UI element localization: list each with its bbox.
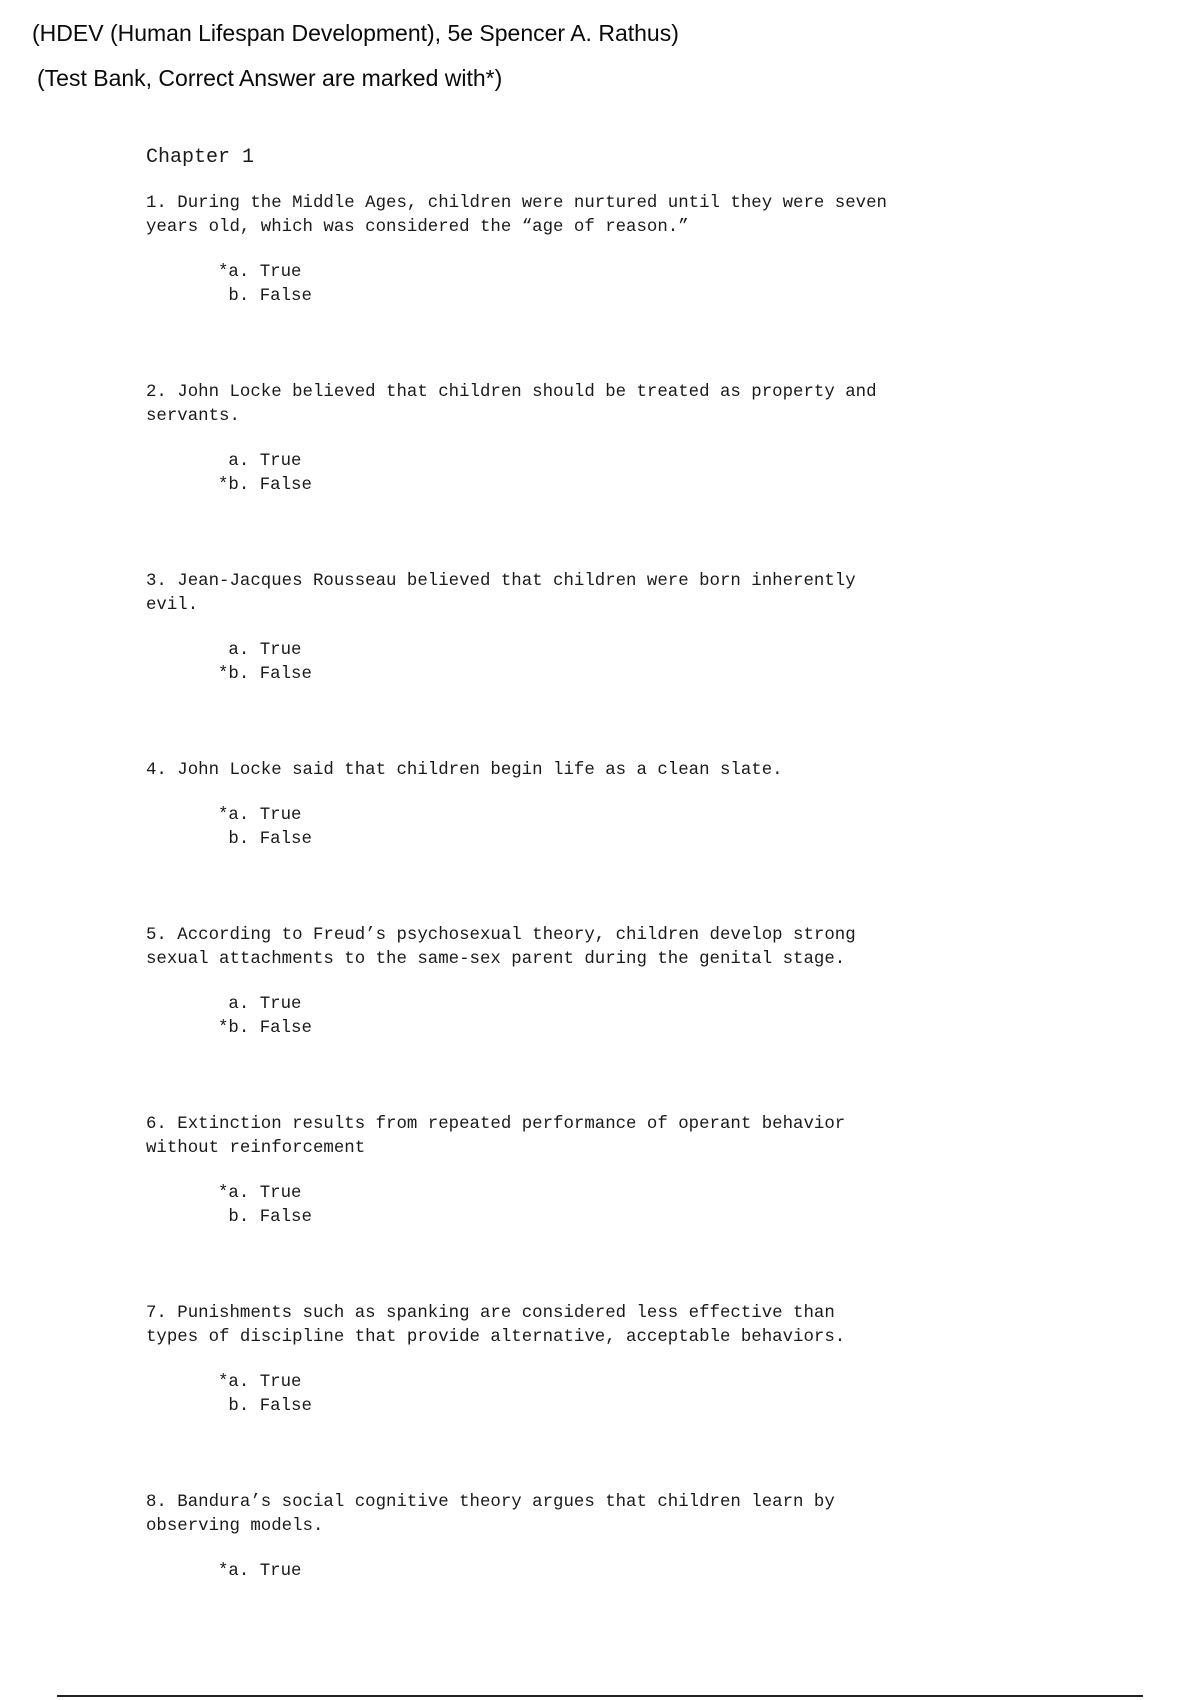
- question-8: [146, 1491, 1046, 1584]
- question-text: 8. Bandura’s social cognitive theory argues that children learn by observing models.: [146, 1493, 835, 1536]
- document-title: (HDEV (Human Lifespan Development), 5e Spencer A. Rathus): [32, 20, 679, 46]
- answer-option: *b. False: [218, 665, 312, 684]
- answer-option: *a. True: [218, 806, 302, 825]
- question-text: 4. John Locke said that children begin life as a clean slate.: [146, 761, 783, 780]
- answer-option: *a. True: [218, 263, 302, 282]
- question-text: 6. Extinction results from repeated performance of operant behavior without reinforcement: [146, 1115, 846, 1158]
- question-3: [146, 570, 1046, 687]
- question-text: 3. Jean-Jacques Rousseau believed that children were born inherently evil.: [146, 572, 856, 615]
- answer-option: *a. True: [218, 1562, 302, 1581]
- answer-options: [218, 1371, 1046, 1419]
- document-subtitle: (Test Bank, Correct Answer are marked with*): [37, 65, 503, 91]
- question-text: 7. Punishments such as spanking are considered less effective than types of discipline that provide alternative, acceptable behaviors.: [146, 1304, 846, 1347]
- question-1: [146, 192, 1046, 309]
- answer-option: a. True: [218, 995, 302, 1014]
- answer-option: *b. False: [218, 476, 312, 495]
- question-6: [146, 1113, 1046, 1230]
- test-bank-content: [146, 146, 1046, 1584]
- answer-options: [218, 639, 1046, 687]
- answer-option: *a. True: [218, 1373, 302, 1392]
- answer-option: a. True: [218, 641, 302, 660]
- answer-options: [218, 993, 1046, 1041]
- answer-option: b. False: [218, 287, 312, 306]
- answer-options: [218, 450, 1046, 498]
- answer-option: *a. True: [218, 1184, 302, 1203]
- footer-divider: [57, 1695, 1143, 1697]
- question-text: 2. John Locke believed that children should be treated as property and servants.: [146, 383, 877, 426]
- answer-options: [218, 804, 1046, 852]
- answer-option: *b. False: [218, 1019, 312, 1038]
- answer-options: [218, 261, 1046, 309]
- question-text: 1. During the Middle Ages, children were nurtured until they were seven years old, which was considered the “age of reason.”: [146, 194, 887, 237]
- chapter-heading: Chapter 1: [146, 146, 255, 169]
- question-text: 5. According to Freud’s psychosexual theory, children develop strong sexual attachments to the same-sex parent during the genital stage.: [146, 926, 856, 969]
- question-5: [146, 924, 1046, 1041]
- answer-option: b. False: [218, 1397, 312, 1416]
- question-4: [146, 759, 1046, 852]
- answer-option: b. False: [218, 830, 312, 849]
- question-2: [146, 381, 1046, 498]
- answer-option: b. False: [218, 1208, 312, 1227]
- answer-options: [218, 1182, 1046, 1230]
- answer-option: a. True: [218, 452, 302, 471]
- answer-options: [218, 1560, 1046, 1584]
- question-7: [146, 1302, 1046, 1419]
